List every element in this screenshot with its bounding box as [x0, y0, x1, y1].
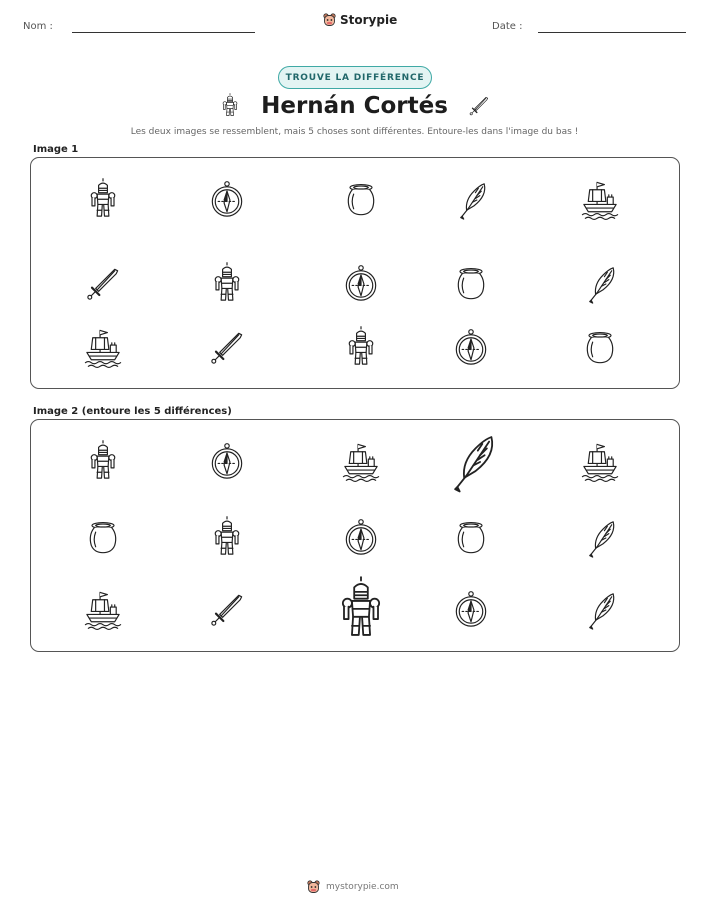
date-label: Date :	[492, 21, 523, 32]
date-field[interactable]	[538, 32, 686, 33]
name-label: Nom :	[23, 21, 53, 32]
compass-icon[interactable]	[339, 262, 383, 306]
ship-icon[interactable]	[339, 440, 383, 484]
quill-icon[interactable]	[578, 588, 622, 632]
compass-icon[interactable]	[339, 516, 383, 560]
sword-icon	[466, 91, 492, 121]
pot-icon[interactable]	[578, 326, 622, 370]
quill-icon[interactable]	[437, 428, 505, 496]
compass-icon[interactable]	[205, 440, 249, 484]
knight-icon[interactable]	[205, 262, 249, 306]
page-title: Hernán Cortés	[261, 93, 448, 119]
storypie-bear-icon	[307, 880, 320, 894]
ship-icon[interactable]	[578, 440, 622, 484]
quill-icon[interactable]	[578, 516, 622, 560]
knight-icon[interactable]	[205, 516, 249, 560]
knight-icon[interactable]	[81, 178, 125, 222]
quill-icon[interactable]	[578, 262, 622, 306]
compass-icon[interactable]	[205, 178, 249, 222]
instructions: Les deux images se ressemblent, mais 5 choses sont différentes. Entoure-les dans l'image du bas !	[130, 127, 579, 137]
image2-label: Image 2 (entoure les 5 différences)	[33, 406, 232, 417]
storypie-logo	[323, 13, 397, 27]
footer-url: mystorypie.com	[326, 882, 399, 892]
quill-icon[interactable]	[449, 178, 493, 222]
knight-icon[interactable]	[339, 326, 383, 370]
image1-panel[interactable]	[30, 157, 680, 389]
footer	[307, 880, 399, 894]
ship-icon[interactable]	[81, 326, 125, 370]
name-field[interactable]	[72, 32, 255, 33]
ship-icon[interactable]	[578, 178, 622, 222]
sword-icon[interactable]	[81, 262, 125, 306]
knight-icon	[217, 91, 243, 121]
pot-icon[interactable]	[81, 516, 125, 560]
pot-icon[interactable]	[449, 262, 493, 306]
ship-icon[interactable]	[81, 588, 125, 632]
sword-icon[interactable]	[205, 588, 249, 632]
pot-icon[interactable]	[339, 178, 383, 222]
compass-icon[interactable]	[449, 588, 493, 632]
sword-icon[interactable]	[205, 326, 249, 370]
image1-label: Image 1	[33, 144, 79, 155]
pot-icon[interactable]	[449, 516, 493, 560]
title-row	[0, 91, 709, 121]
image2-panel[interactable]	[30, 419, 680, 652]
find-difference-badge: TROUVE LA DIFFÉRENCE	[278, 66, 432, 89]
knight-icon[interactable]	[327, 576, 395, 644]
brand-name: Storypie	[340, 13, 398, 27]
knight-icon[interactable]	[81, 440, 125, 484]
compass-icon[interactable]	[449, 326, 493, 370]
storypie-bear-icon	[323, 13, 336, 27]
